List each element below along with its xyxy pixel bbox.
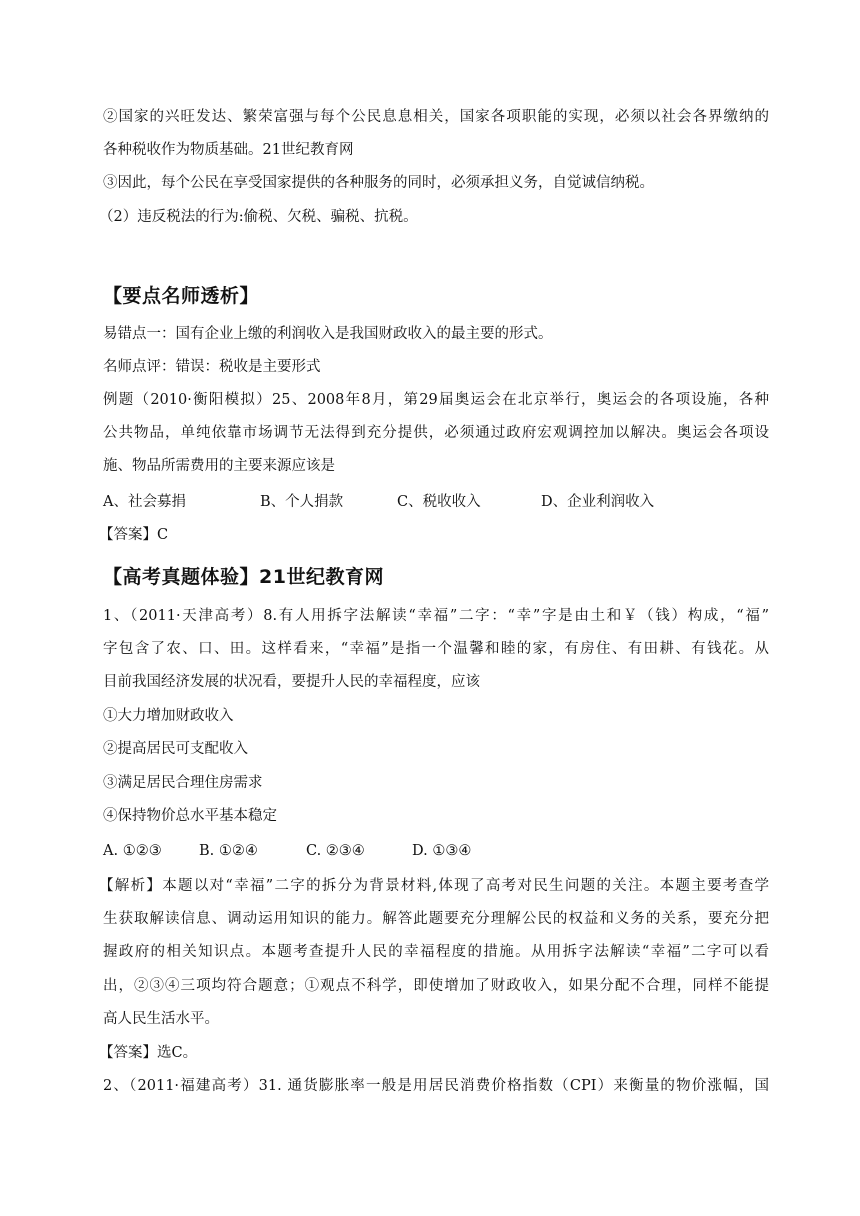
- option-c: C、税收收入: [397, 494, 481, 510]
- option-d: D. ①③④: [412, 843, 472, 859]
- paragraph-line: 各种税收作为物质基础。21世纪教育网: [103, 142, 354, 158]
- analysis-line: 握政府的相关知识点。本题考查提升人民的幸福程度的措施。从用拆字法解读“幸福”二字可以看: [103, 944, 769, 960]
- option-d: D、企业利润收入: [541, 494, 655, 510]
- paragraph-line: ②国家的兴旺发达、繁荣富强与每个公民息息相关，国家各项职能的实现，必须以社会各界缴纳的: [103, 109, 769, 125]
- example-line: 施、物品所需费用的主要来源应该是: [103, 458, 335, 474]
- paragraph-line: （2）违反税法的行为:偷税、欠税、骗税、抗税。: [99, 209, 418, 225]
- analysis-line: 生获取解读信息、调动运用知识的能力。解答此题要充分理解公民的权益和义务的关系，要充分把: [103, 911, 769, 927]
- option-a: A. ①②③: [103, 843, 162, 859]
- question-line: 目前我国经济发展的状况看，要提升人民的幸福程度，应该: [103, 674, 480, 690]
- answer: 【答案】选C。: [99, 1045, 198, 1061]
- section-heading: 【高考真题体验】21世纪教育网: [103, 566, 384, 588]
- teacher-comment: 名师点评：错误：税收是主要形式: [103, 359, 321, 375]
- option-a: A、社会募捐: [103, 494, 186, 510]
- analysis-line: 出，②③④三项均符合题意；①观点不科学，即使增加了财政收入，如果分配不合理，同样不能提: [103, 978, 769, 994]
- option-c: C. ②③④: [306, 843, 365, 859]
- question-line: 1、（2011·天津高考）8.有人用拆字法解读“幸福”二字：“幸”字是由土和￥（钱）构成，“福”: [103, 608, 769, 624]
- analysis-line: 【解析】本题以对“幸福”二字的拆分为背景材料,体现了高考对民生问题的关注。本题主要考查学: [99, 878, 769, 894]
- paragraph-line: ③因此，每个公民在享受国家提供的各种服务的同时，必须承担义务，自觉诚信纳税。: [103, 175, 654, 191]
- answer: 【答案】C: [99, 527, 169, 543]
- error-point: 易错点一：国有企业上缴的利润收入是我国财政收入的最主要的形式。: [103, 326, 553, 342]
- option-b: B. ①②④: [199, 843, 258, 859]
- list-item: ④保持物价总水平基本稳定: [103, 808, 277, 824]
- list-item: ②提高居民可支配收入: [103, 741, 248, 757]
- option-b: B、个人捐款: [260, 494, 344, 510]
- question-line: 字包含了农、口、田。这样看来，“幸福”是指一个温馨和睦的家，有房住、有田耕、有钱花。从: [103, 641, 769, 657]
- analysis-line: 高人民生活水平。: [103, 1011, 219, 1027]
- list-item: ①大力增加财政收入: [103, 708, 234, 724]
- list-item: ③满足居民合理住房需求: [103, 775, 263, 791]
- question-line: 2、（2011·福建高考）31. 通货膨胀率一般是用居民消费价格指数（CPI）来衡量的物价涨幅，国: [103, 1078, 769, 1094]
- section-heading: 【要点名师透析】: [103, 285, 260, 307]
- example-line: 公共物品，单纯依靠市场调节无法得到充分提供，必须通过政府宏观调控加以解决。奥运会各项设: [103, 425, 769, 441]
- example-line: 例题（2010·衡阳模拟）25、2008年8月，第29届奥运会在北京举行，奥运会的各项设施，各种: [103, 392, 769, 408]
